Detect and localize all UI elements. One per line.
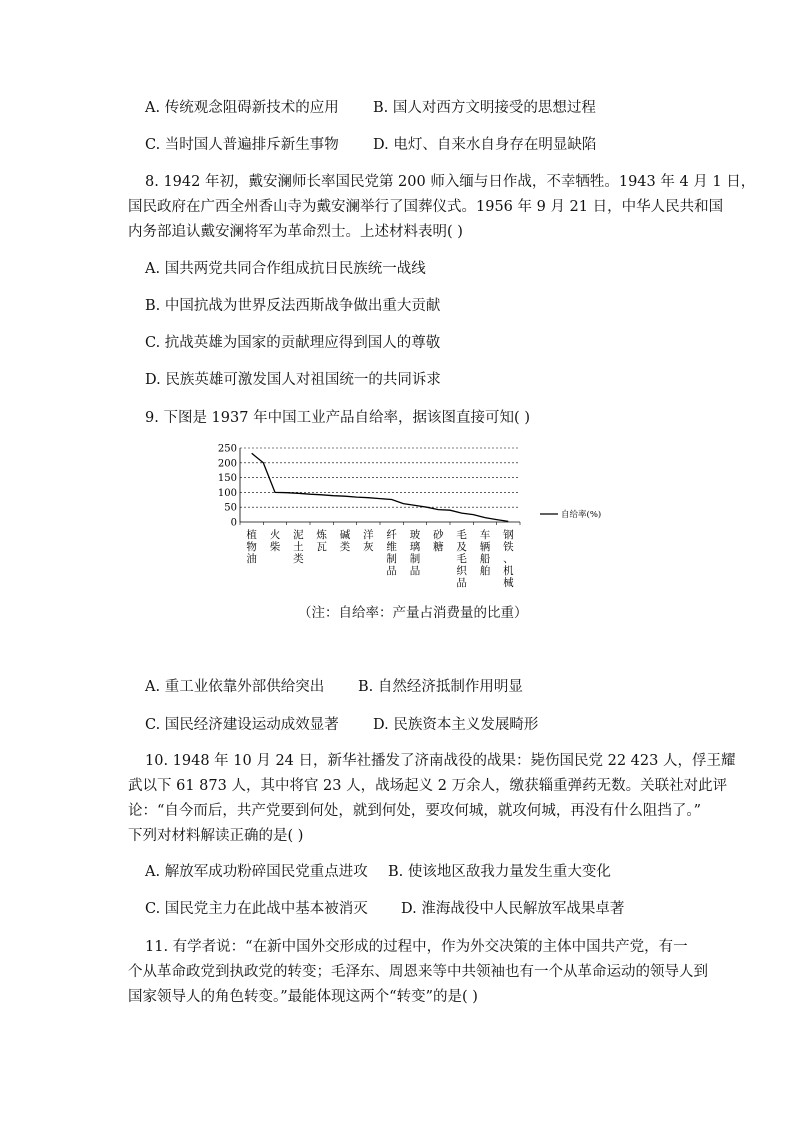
x-tick-label: 品 [456,577,467,589]
y-tick-label: 50 [224,502,237,514]
x-tick-label: 、 [503,553,514,565]
q9-option-c: C. 国民经济建设运动成效显著 [145,717,339,733]
y-tick-label: 150 [217,473,237,485]
legend-label: 自给率(%) [561,510,602,520]
x-tick-label: 灰 [363,541,374,553]
x-tick-label: 类 [339,541,351,553]
x-tick-label: 辆 [479,541,491,553]
x-tick-label: 土 [293,541,304,553]
series-line [252,453,509,521]
x-tick-label: 柴 [269,541,281,553]
x-tick-label: 制 [386,553,397,565]
x-tick-label: 油 [246,553,257,565]
x-tick-label: 碱 [339,529,351,541]
q11-stem-line-2: 个从革命政党到执政党的转变；毛泽东、周恩来等中共领袖也有一个从革命运动的领导人到 [128,964,708,980]
x-tick-label: 植 [246,529,257,541]
q10-stem-line-2: 武以下 61 873 人，其中将官 23 人，战场起义 2 万余人，缴获辎重弹药无数。关联社对此评 [128,778,728,794]
y-tick-label: 250 [217,443,237,455]
q7-option-b: B. 国人对西方文明接受的思想过程 [373,100,596,116]
x-tick-label: 玻 [409,529,421,541]
x-tick-label: 毛 [456,529,467,541]
q8-option-b: B. 中国抗战为世界反法西斯战争做出重大贡献 [145,298,441,314]
x-tick-label: 机 [503,565,514,577]
x-tick-label: 糖 [433,541,444,553]
q10-option-c: C. 国民党主力在此战中基本被消灭 [145,901,368,917]
q8-option-d: D. 民族英雄可激发国人对祖国统一的共同诉求 [145,372,441,388]
x-tick-label: 制 [409,553,421,565]
x-tick-label: 类 [293,553,304,565]
x-tick-label: 炼 [316,529,327,541]
q10-option-b: B. 使该地区敌我力量发生重大变化 [388,864,611,880]
q7-option-a: A. 传统观念阻碍新技术的应用 [145,100,339,116]
x-tick-label: 洋 [363,529,374,541]
q11-stem-line-3: 国家领导人的角色转变。”最能体现这两个“转变”的是( ) [128,989,478,1005]
q8-option-c: C. 抗战英雄为国家的贡献理应得到国人的尊敬 [145,335,441,351]
x-tick-label: 火 [269,529,281,541]
q7-option-c: C. 当时国人普遍排斥新生事物 [145,137,339,153]
x-tick-label: 物 [246,541,257,553]
q10-option-a: A. 解放军成功粉碎国民党重点进攻 [145,864,368,880]
x-tick-label: 璃 [409,541,421,553]
y-tick-label: 0 [230,517,237,529]
x-tick-label: 舶 [479,565,491,577]
x-tick-label: 及 [456,541,467,553]
x-tick-label: 车 [479,529,491,541]
q9-option-b: B. 自然经济抵制作用明显 [358,679,523,695]
q9-option-d: D. 民族资本主义发展畸形 [373,717,539,733]
x-tick-label: 砂 [433,529,444,541]
x-tick-label: 织 [456,565,467,577]
x-tick-label: 泥 [293,529,304,541]
x-tick-label: 钢 [503,529,514,541]
y-tick-label: 100 [217,487,237,499]
x-tick-label: 械 [503,577,514,589]
q9-stem: 9. 下图是 1937 年中国工业产品自给率，据该图直接可知( ) [145,410,530,426]
x-tick-label: 纤 [386,529,397,541]
chart-note: （注：自给率：产量占消费量的比重） [298,605,528,621]
x-tick-label: 船 [479,553,491,565]
x-tick-label: 瓦 [316,541,327,553]
q9-option-a: A. 重工业依靠外部供给突出 [145,679,325,695]
q10-stem-line-3: 论：“自今而后，共产党要到何处，就到何处，要攻何城，就攻何城，再没有什么阻挡了。” [128,803,702,819]
x-tick-label: 品 [409,565,421,577]
q7-option-d: D. 电灯、自来水自身存在明显缺陷 [373,137,597,153]
q10-stem-line-4: 下列对材料解读正确的是( ) [128,828,304,844]
self-sufficiency-chart [210,440,650,590]
x-tick-label: 铁 [503,541,514,553]
x-tick-label: 品 [386,565,397,577]
q10-option-d: D. 淮海战役中人民解放军战果卓著 [401,901,625,917]
q8-stem-line-1: 8. 1942 年初，戴安澜师长率国民党第 200 师入缅与日作战，不幸牺牲。1943 年 4 月 1 日， [145,174,756,190]
q11-stem-line-1: 11. 有学者说：“在新中国外交形成的过程中，作为外交决策的主体中国共产党，有一 [145,939,688,955]
y-tick-label: 200 [217,458,237,470]
x-tick-label: 维 [386,541,397,553]
x-tick-label: 毛 [456,553,467,565]
q8-option-a: A. 国共两党共同合作组成抗日民族统一战线 [145,261,426,277]
q10-stem-line-1: 10. 1948 年 10 月 24 日，新华社播发了济南战役的战果：毙伤国民党 22 423 人，俘王耀 [145,753,736,769]
q8-stem-line-3: 内务部追认戴安澜将军为革命烈士。上述材料表明( ) [128,224,463,240]
q8-stem-line-2: 国民政府在广西全州香山寺为戴安澜举行了国葬仪式。1956 年 9 月 21 日，中华人民共和国 [128,199,724,215]
